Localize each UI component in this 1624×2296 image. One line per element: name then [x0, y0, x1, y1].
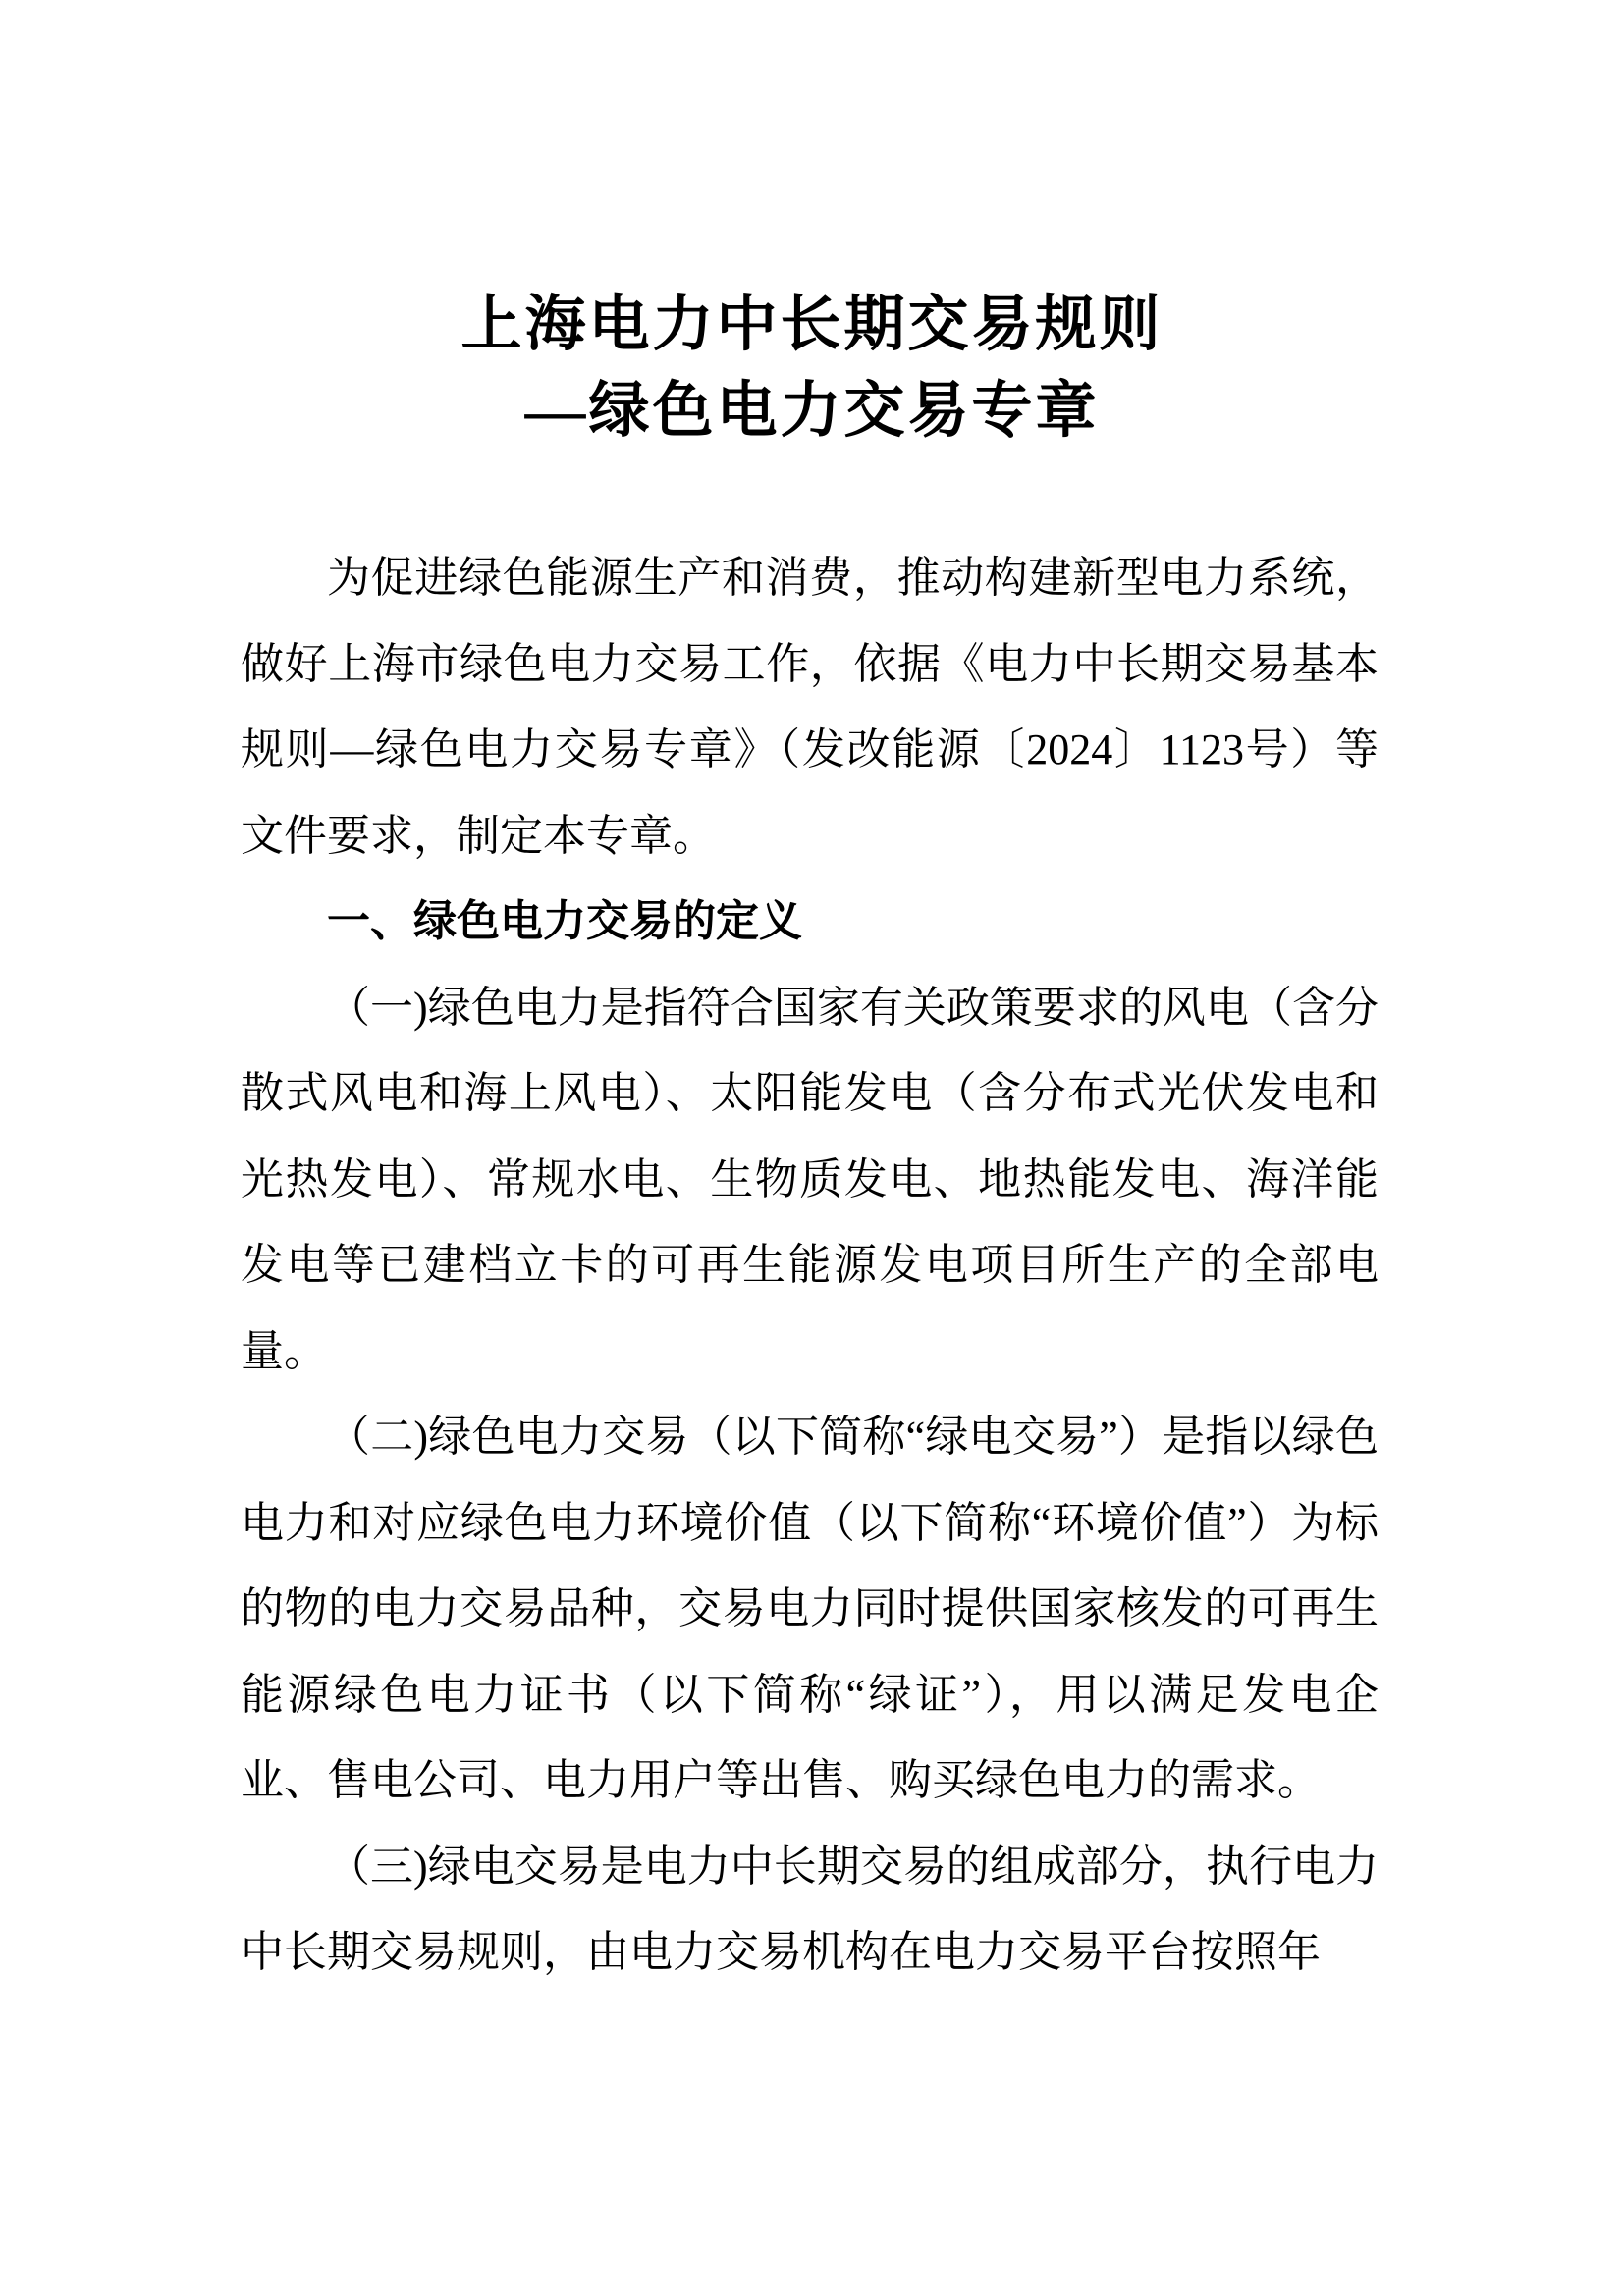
document-title: [0, 0, 1624, 454]
paragraph-item-1-green-power: （一)绿色电力是指符合国家有关政策要求的风电（含分散式风电和海上风电）、太阳能发电（含分布式光伏发电和光热发电）、常规水电、生物质发电、地热能发电、海洋能发电等已建档立卡的可再生能源发电项目所生产的全部电量。: [241, 983, 1379, 1375]
paragraph-item-2-green-power-trading: （二)绿色电力交易（以下简称“绿电交易”）是指以绿色电力和对应绿色电力环境价值（以下简称“环境价值”）为标的物的电力交易品种，交易电力同时提供国家核发的可再生能源绿色电力证书（以下简称“绿证”），用以满足发电企业、售电公司、电力用户等出售、购买绿色电力的需求。: [241, 1413, 1379, 1804]
paragraph-item-3-trading-organization: （三)绿电交易是电力中长期交易的组成部分，执行电力中长期交易规则，由电力交易机构在电力交易平台按照年: [241, 1842, 1379, 1976]
document-title-line2: —绿色电力交易专章: [524, 378, 1100, 445]
paragraph-intro: 为促进绿色能源生产和消费，推动构建新型电力系统，做好上海市绿色电力交易工作，依据《电力中长期交易基本规则—绿色电力交易专章》（发改能源〔2024〕1123号）等文件要求，制定本专章。: [241, 554, 1379, 860]
document-title-line1: 上海电力中长期交易规则: [460, 292, 1164, 358]
section-heading-green-power-definition: 一、绿色电力交易的定义: [327, 897, 802, 945]
document-body: [241, 535, 1379, 1996]
